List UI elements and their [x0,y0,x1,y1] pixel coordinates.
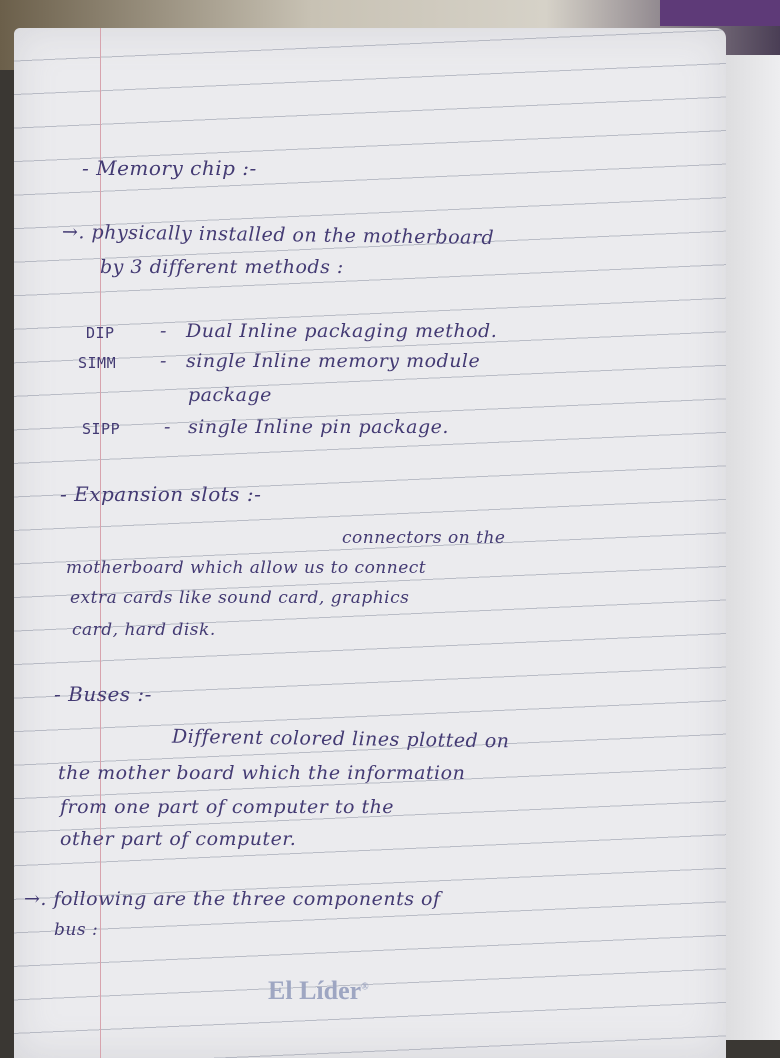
heading-buses: - Buses :- [54,682,152,706]
buses-line-3: from one part of computer to the [60,796,395,818]
dip-abbr: DIP [86,324,115,342]
simm-dash: - [160,350,167,372]
expansion-line-2: motherboard which allow us to connect [66,558,427,578]
following-line-2: bus : [54,920,99,940]
expansion-line-3: extra cards like sound card, graphics [70,588,410,608]
sipp-abbr: SIPP [82,420,121,438]
buses-line-2: the mother board which the information [58,762,466,784]
simm-cont: package [188,384,272,406]
dip-text: Dual Inline packaging method. [186,320,498,342]
brand-logo [268,976,369,1006]
sipp-text: single Inline pin package. [188,416,449,438]
registered-mark: ® [361,981,369,993]
heading-memory-chip: - Memory chip :- [82,156,257,180]
expansion-line-4: card, hard disk. [72,620,216,640]
installed-line: →. physically installed on the motherboard [61,220,495,250]
following-line-1: →. following are the three components of [24,888,441,910]
notebook-page [14,28,726,1058]
buses-line-1: Different colored lines plotted on [171,725,510,753]
sipp-dash: - [164,416,171,438]
expansion-line-1: connectors on the [342,528,506,548]
dip-dash: - [160,320,167,342]
simm-abbr: SIMM [78,354,117,372]
buses-line-4: other part of computer. [60,828,297,850]
brand-name: El Líder [268,976,362,1005]
simm-text: single Inline memory module [186,350,481,372]
heading-expansion-slots: - Expansion slots :- [60,482,262,506]
methods-line: by 3 different methods : [100,256,344,278]
purple-notebook-edge [660,0,780,26]
